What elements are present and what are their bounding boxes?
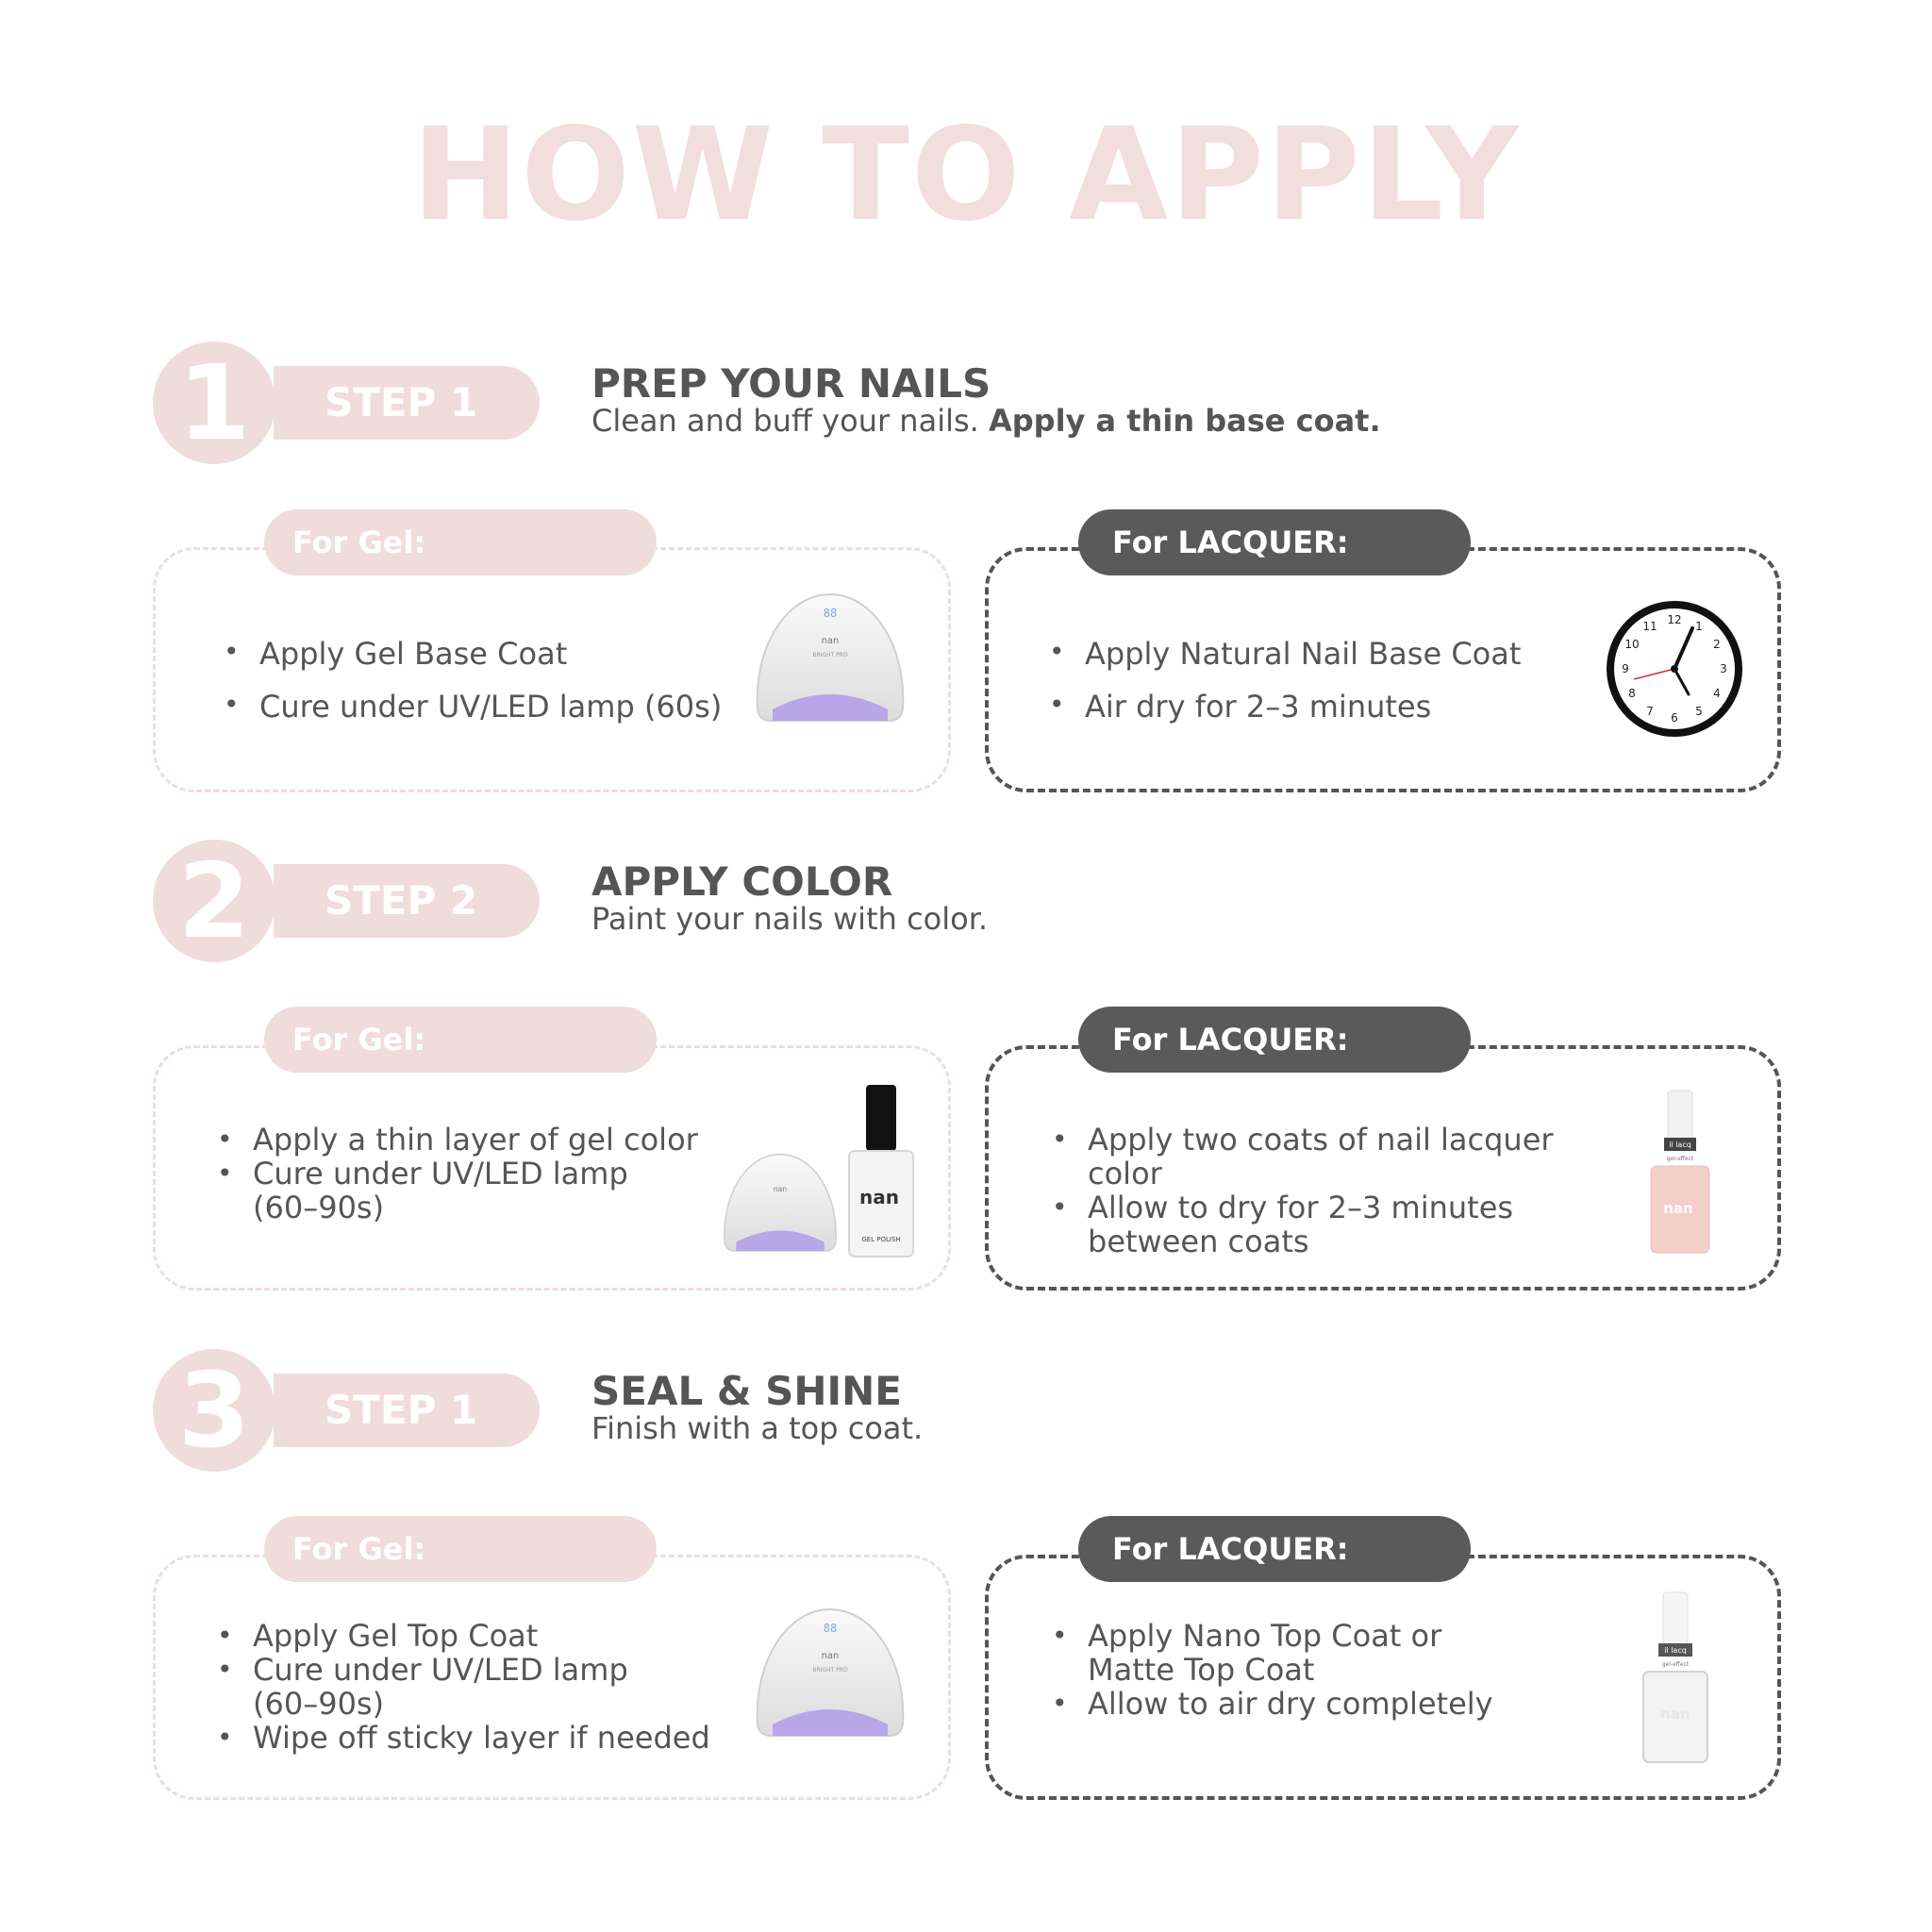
pink-lacquer-bottle-image (1647, 1089, 1713, 1255)
svg-text:il lacq: il lacq (1664, 1646, 1687, 1655)
svg-text:gel-effect: gel-effect (1666, 1156, 1694, 1162)
lacquer-tag: For LACQUER: (1078, 1007, 1471, 1073)
gel-list (224, 636, 722, 741)
gel-tag: For Gel: (264, 1007, 657, 1073)
clock-numeral: 1 (1695, 620, 1703, 633)
svg-text:il lacq: il lacq (1669, 1141, 1691, 1149)
lacquer-list (1052, 1123, 1580, 1258)
list-item: • Apply a thin layer of gel color (217, 1123, 708, 1157)
subtitle-plain: Clean and buff your nails. (591, 403, 989, 439)
svg-text:nan: nan (773, 1185, 788, 1194)
subtitle-bold: Apply a thin base coat. (988, 403, 1381, 439)
list-item: • Cure under UV/LED lamp (60–90s) (217, 1157, 649, 1224)
svg-text:88: 88 (823, 1622, 838, 1635)
list-item: • Allow to air dry completely (1052, 1687, 1580, 1721)
lacquer-tag: For LACQUER: (1078, 509, 1471, 575)
clock-numeral: 10 (1624, 638, 1640, 651)
svg-text:nan: nan (1660, 1706, 1690, 1723)
svg-text:BRIGHT PRO: BRIGHT PRO (812, 652, 848, 658)
svg-text:nan: nan (821, 636, 840, 646)
step-pill: STEP 1 (274, 1374, 540, 1447)
clock-numeral: 3 (1720, 662, 1727, 675)
svg-text:nan: nan (1663, 1200, 1693, 1217)
gel-tag: For Gel: (264, 509, 657, 575)
list-item: • Cure under UV/LED lamp (60s) (224, 689, 722, 724)
step-pill: STEP 2 (274, 864, 540, 938)
gel-list (217, 1123, 708, 1224)
svg-text:88: 88 (823, 607, 838, 620)
clear-top-coat-bottle-image (1640, 1591, 1711, 1766)
svg-text:nan: nan (821, 1651, 840, 1661)
clock-numeral: 11 (1642, 620, 1657, 633)
step-subtitle (591, 403, 1381, 439)
list-item: • Apply Natural Nail Base Coat (1049, 636, 1521, 672)
step-subtitle: Paint your nails with color. (591, 901, 989, 937)
step-number-circle: 3 (153, 1349, 275, 1472)
gel-tag: For Gel: (264, 1516, 657, 1582)
step-heading: APPLY COLOR (591, 858, 893, 905)
lacquer-tag: For LACQUER: (1078, 1516, 1471, 1582)
clock-numeral: 9 (1622, 662, 1629, 675)
clock-numeral: 8 (1628, 687, 1636, 700)
clock-numeral: 2 (1713, 638, 1721, 651)
clock-numeral: 7 (1646, 705, 1654, 718)
svg-text:nan: nan (859, 1186, 899, 1208)
uv-lamp-image (750, 1604, 910, 1747)
step-subtitle: Finish with a top coat. (591, 1410, 924, 1446)
clock-numeral: 12 (1667, 613, 1682, 626)
page-title: HOW TO APPLY (411, 101, 1521, 250)
clock-icon (1606, 600, 1743, 738)
list-item: • Wipe off sticky layer if needed (217, 1721, 745, 1755)
svg-text:GEL POLISH: GEL POLISH (861, 1236, 901, 1243)
list-item: • Allow to dry for 2–3 minutes between coats (1052, 1191, 1559, 1258)
clock-numeral: 6 (1671, 711, 1678, 724)
list-item: • Apply two coats of nail lacquer color (1052, 1123, 1559, 1191)
lacquer-list (1052, 1619, 1580, 1721)
lacquer-list (1049, 636, 1521, 741)
gel-polish-bottle-image (843, 1083, 919, 1258)
step-heading: SEAL & SHINE (591, 1368, 902, 1414)
list-item: • Apply Gel Top Coat (217, 1619, 745, 1653)
step-heading: PREP YOUR NAILS (591, 360, 991, 407)
step-pill: STEP 1 (274, 366, 540, 440)
list-item: • Apply Nano Top Coat or Matte Top Coat (1052, 1619, 1503, 1687)
svg-text:gel-effect: gel-effect (1661, 1661, 1690, 1668)
list-item: • Apply Gel Base Coat (224, 636, 722, 672)
step-number-circle: 2 (153, 840, 275, 962)
svg-text:BRIGHT PRO: BRIGHT PRO (812, 1667, 848, 1674)
clock-numeral: 5 (1695, 705, 1703, 718)
list-item: • Cure under UV/LED lamp (60–90s) (217, 1653, 649, 1721)
clock-numeral: 4 (1713, 687, 1721, 700)
uv-lamp-image (719, 1149, 841, 1260)
step-number-circle: 1 (153, 341, 275, 464)
gel-list (217, 1619, 745, 1755)
list-item: • Air dry for 2–3 minutes (1049, 689, 1521, 724)
uv-lamp-image (750, 589, 910, 732)
